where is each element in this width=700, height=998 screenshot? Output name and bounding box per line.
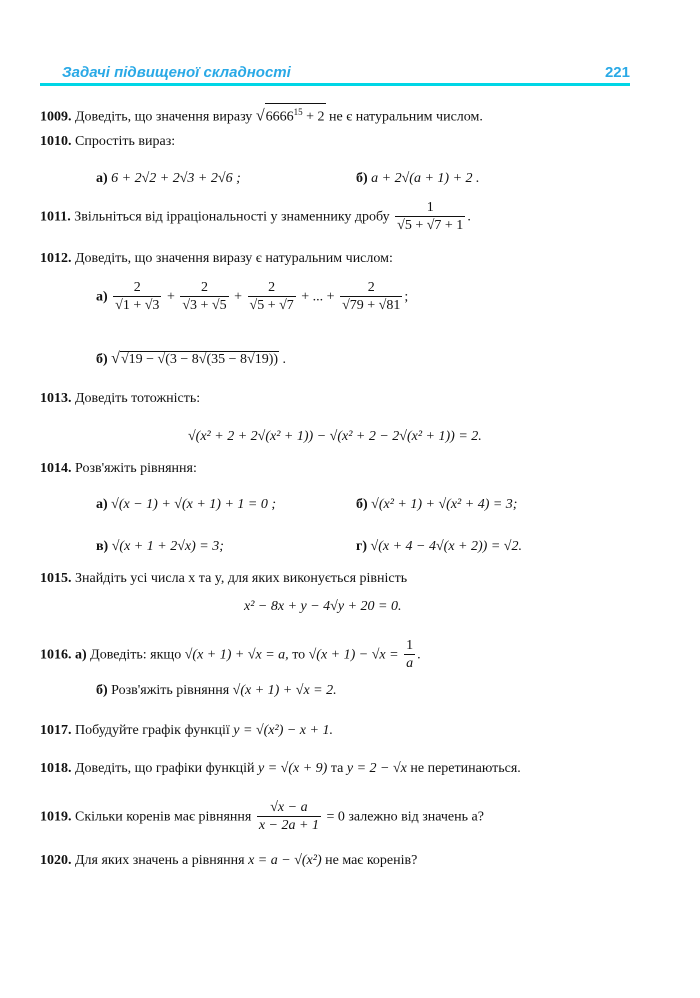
- problem-1016-a: 1016. а) Доведіть: якщо √(x + 1) + √x = a, то √(x + 1) − √x = $\frac{1}{a}$ .: [40, 638, 421, 671]
- problem-1014-b: б) √(x² + 1) + √(x² + 4) = 3;: [356, 497, 518, 512]
- problem-1012-a: а) $\frac{2}{√1 + √3}$ + $\frac{2}{√3 + √5}$ + $\frac{2}{√5 + √7}$ + ... + $\frac{2}{√79 + √81}$ ;: [96, 280, 409, 313]
- problem-1013: 1013. Доведіть тотожність:: [40, 391, 201, 406]
- problem-number: 1009.: [40, 109, 72, 125]
- problem-1017: 1017. Побудуйте графік функції y = √(x²) − x + 1.: [40, 723, 333, 738]
- exponent: 15: [293, 107, 303, 117]
- problem-1014-a: а) √(x − 1) + √(x + 1) + 1 = 0 ;: [96, 497, 277, 512]
- header-rule: [40, 83, 630, 86]
- problem-1015: 1015. Знайдіть усі числа x та y, для яких виконується рівність: [40, 571, 408, 586]
- page-number: 221: [604, 64, 630, 81]
- problem-1016-b: б) Розв'яжіть рівняння √(x + 1) + √x = 2.: [96, 683, 337, 698]
- problem-1020: 1020. Для яких значень a рівняння x = a − √(x²) не має коренів?: [40, 853, 418, 868]
- problem-1010: 1010. Спростіть вираз:: [40, 134, 176, 149]
- problem-1009: 1009. Доведіть, що значення виразу √6666$^{15}$ + 2 не є натуральним числом.: [40, 103, 483, 127]
- page-header: [40, 62, 630, 88]
- problem-1012: 1012. Доведіть, що значення виразу є натуральним числом:: [40, 251, 393, 266]
- problem-1014: 1014. Розв'яжіть рівняння:: [40, 461, 197, 476]
- problem-1010-b: б) a + 2√(a + 1) + 2 .: [356, 171, 480, 186]
- problem-1011: 1011. Звільніться від ірраціональності у знаменнику дробу $\frac{1}{√5 + √7 + 1}$ .: [40, 200, 471, 233]
- problem-1015-eq: x² − 8x + y − 4√y + 20 = 0.: [244, 599, 402, 614]
- problem-1019: 1019. Скільки коренів має рівняння $\frac{√x - a}{x - 2a + 1}$ = 0 залежно від значень a?: [40, 800, 484, 833]
- problem-text: Доведіть, що значення виразу: [75, 109, 253, 125]
- problem-1012-b: б) √√19 − √(3 − 8√(35 − 8√19)) .: [96, 350, 287, 367]
- radicand: 6666: [265, 109, 294, 125]
- section-title: Задачі підвищеної складності: [62, 64, 291, 81]
- problem-1013-eq: √(x² + 2 + 2√(x² + 1)) − √(x² + 2 − 2√(x² + 1)) = 2.: [188, 429, 482, 444]
- math-expression: a + 2√(a + 1) + 2: [371, 171, 473, 186]
- math-expression: 6 + 2√2 + 2√3 + 2√6: [111, 171, 233, 186]
- radicand-tail: + 2: [306, 109, 325, 125]
- problem-1014-c: в) √(x + 1 + 2√x) = 3;: [96, 539, 224, 554]
- problem-text-end: не є натуральним числом.: [329, 109, 483, 125]
- problem-1018: 1018. Доведіть, що графіки функцій y = √(x + 9) та y = 2 − √x не перетинаються.: [40, 761, 521, 776]
- problem-1014-d: г) √(x + 4 − 4√(x + 2)) = √2.: [356, 539, 522, 554]
- problem-1010-a: а) 6 + 2√2 + 2√3 + 2√6 ;: [96, 171, 241, 186]
